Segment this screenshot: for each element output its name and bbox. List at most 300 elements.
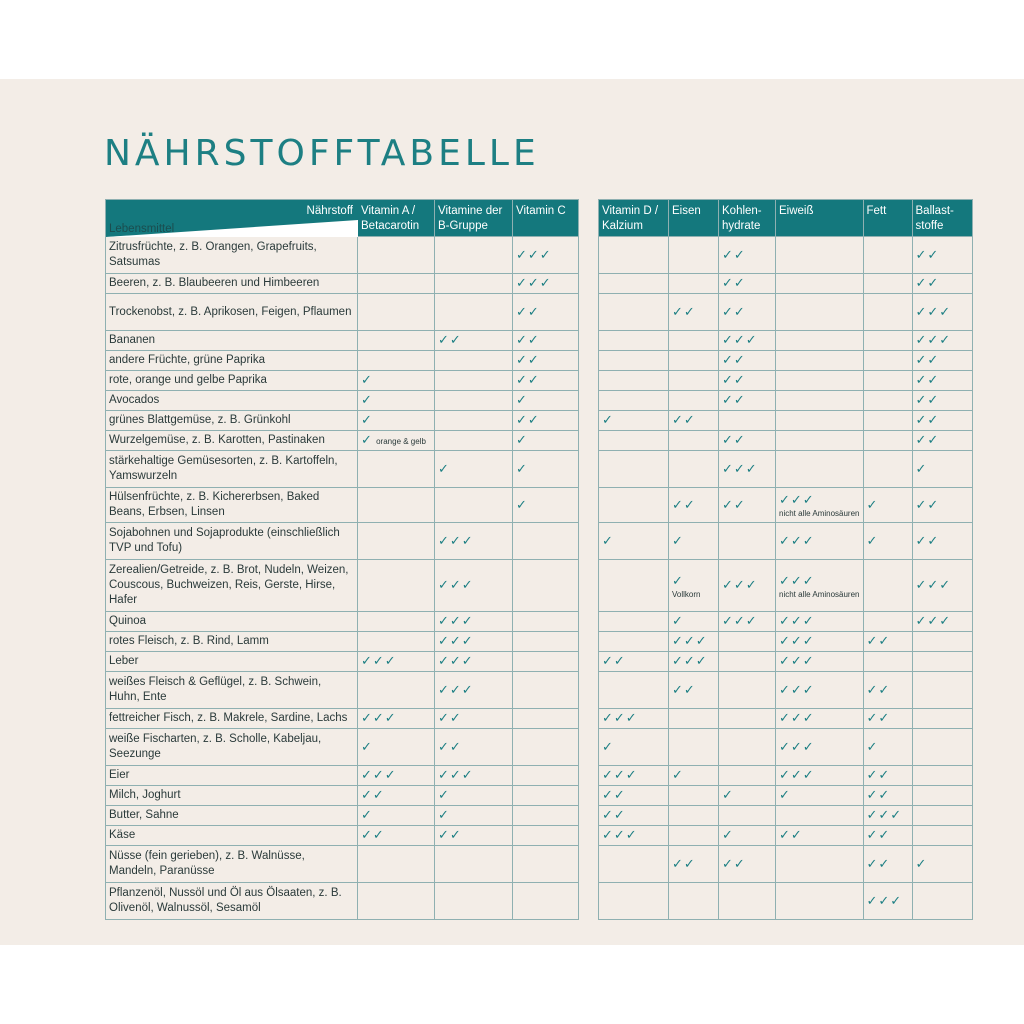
- eiweiss-cell: [776, 431, 864, 451]
- table-row: [106, 766, 579, 786]
- ballaststoffe-cell: [912, 612, 972, 632]
- header-eiweiss: Eiweiß: [776, 200, 864, 237]
- fett-cell: [863, 391, 912, 411]
- table-row: [106, 331, 579, 351]
- check-marks: ✓: [779, 787, 791, 802]
- fett-cell: [863, 652, 912, 672]
- food-name-cell: andere Früchte, grüne Paprika: [106, 351, 358, 371]
- vitamin-a-cell: [358, 331, 435, 351]
- check-marks: ✓: [672, 572, 684, 588]
- vitamin-b-cell: [435, 411, 513, 431]
- check-marks: ✓: [361, 432, 373, 447]
- table-row: [599, 766, 973, 786]
- kohlenhydrate-cell: [719, 729, 776, 766]
- check-marks: ✓: [516, 392, 528, 407]
- header-row: [106, 200, 579, 237]
- table-row: [599, 351, 973, 371]
- vitamin-d-cell: [599, 274, 669, 294]
- check-marks: ✓: [866, 496, 879, 512]
- check-marks: ✓✓: [438, 827, 462, 842]
- kohlenhydrate-cell: [719, 351, 776, 371]
- eisen-cell: [669, 351, 719, 371]
- eiweiss-cell: [776, 411, 864, 431]
- ballaststoffe-cell: [912, 351, 972, 371]
- vitamin-c-cell: [513, 411, 579, 431]
- table-row: [599, 883, 973, 920]
- check-marks: ✓✓: [602, 653, 626, 668]
- check-marks: ✓✓: [915, 532, 940, 548]
- vitamin-d-cell: [599, 632, 669, 652]
- fett-cell: [863, 612, 912, 632]
- eisen-cell: [669, 612, 719, 632]
- food-name-cell: Quinoa: [106, 612, 358, 632]
- vitamin-d-cell: [599, 237, 669, 274]
- eisen-cell: [669, 431, 719, 451]
- ballaststoffe-cell: [912, 274, 972, 294]
- check-marks: ✓✓✓: [602, 827, 638, 842]
- food-name-cell: stärkehaltige Gemüsesorten, z. B. Kartoffeln, Yamswurzeln: [106, 451, 358, 488]
- kohlenhydrate-cell: [719, 766, 776, 786]
- header-kohlenhydrate: Kohlen-hydrate: [719, 200, 776, 237]
- table-row: [599, 786, 973, 806]
- table-row: [106, 431, 579, 451]
- kohlenhydrate-cell: [719, 632, 776, 652]
- table-row: [106, 371, 579, 391]
- table-row: [106, 391, 579, 411]
- vitamin-c-cell: [513, 652, 579, 672]
- check-marks: ✓✓✓: [915, 303, 952, 319]
- eiweiss-cell: [776, 612, 864, 632]
- ballaststoffe-cell: [912, 523, 972, 560]
- ballaststoffe-cell: [912, 294, 972, 331]
- check-marks: ✓✓✓: [915, 613, 952, 628]
- check-marks: ✓✓: [602, 787, 626, 802]
- check-marks: ✓✓✓: [438, 577, 474, 592]
- check-marks: ✓✓✓: [779, 613, 815, 628]
- table-row: [599, 451, 973, 488]
- fett-cell: [863, 672, 912, 709]
- eisen-cell: [669, 560, 719, 612]
- eisen-cell: [669, 632, 719, 652]
- eisen-cell: [669, 451, 719, 488]
- table-row: [599, 560, 973, 612]
- table-row: [599, 391, 973, 411]
- food-name-cell: Sojabohnen und Sojaprodukte (einschließlich TVP und Tofu): [106, 523, 358, 560]
- vitamin-a-cell: [358, 709, 435, 729]
- check-marks: ✓✓: [438, 738, 462, 754]
- kohlenhydrate-cell: [719, 331, 776, 351]
- table-row: [599, 826, 973, 846]
- check-marks: ✓✓✓: [779, 492, 815, 507]
- vitamin-a-cell: [358, 806, 435, 826]
- vitamin-b-cell: [435, 560, 513, 612]
- check-marks: ✓✓✓: [438, 767, 474, 782]
- vitamin-b-cell: [435, 786, 513, 806]
- vitamin-a-cell: [358, 652, 435, 672]
- check-marks: ✓✓: [361, 787, 385, 802]
- vitamin-b-cell: [435, 237, 513, 274]
- vitamin-c-cell: [513, 826, 579, 846]
- vitamin-b-cell: [435, 371, 513, 391]
- check-marks: ✓✓✓: [602, 710, 638, 725]
- vitamin-d-cell: [599, 826, 669, 846]
- check-marks: ✓✓: [516, 332, 540, 347]
- fett-cell: [863, 826, 912, 846]
- vitamin-c-cell: [513, 709, 579, 729]
- kohlenhydrate-cell: [719, 411, 776, 431]
- table-row: [106, 826, 579, 846]
- ballaststoffe-cell: [912, 331, 972, 351]
- vitamin-d-cell: [599, 806, 669, 826]
- check-marks: ✓✓: [866, 767, 891, 782]
- eiweiss-cell: [776, 672, 864, 709]
- check-marks: ✓✓: [915, 496, 940, 512]
- vitamin-c-cell: [513, 729, 579, 766]
- check-marks: ✓✓✓: [866, 892, 903, 908]
- table-row: [106, 237, 579, 274]
- check-marks: ✓✓✓: [602, 767, 638, 782]
- food-name-cell: weißes Fleisch & Geflügel, z. B. Schwein, Huhn, Ente: [106, 672, 358, 709]
- vitamin-d-cell: [599, 846, 669, 883]
- vitamin-a-cell: [358, 883, 435, 920]
- food-name-cell: Eier: [106, 766, 358, 786]
- food-name-cell: Avocados: [106, 391, 358, 411]
- check-marks: ✓✓✓: [722, 577, 758, 592]
- food-name-cell: Trockenobst, z. B. Aprikosen, Feigen, Pflaumen: [106, 294, 358, 331]
- check-marks: ✓✓✓: [779, 532, 815, 548]
- check-marks: ✓: [722, 827, 734, 842]
- check-marks: ✓✓: [672, 412, 696, 427]
- check-marks: ✓✓: [722, 275, 746, 290]
- vitamin-a-cell: [358, 411, 435, 431]
- table-row: [599, 652, 973, 672]
- kohlenhydrate-cell: [719, 826, 776, 846]
- table-row: [599, 331, 973, 351]
- check-marks: ✓✓✓: [361, 653, 397, 668]
- check-marks: ✓: [722, 787, 734, 802]
- fett-cell: [863, 806, 912, 826]
- table-row: [599, 237, 973, 274]
- vitamin-d-cell: [599, 560, 669, 612]
- eisen-cell: [669, 331, 719, 351]
- fett-cell: [863, 766, 912, 786]
- kohlenhydrate-cell: [719, 612, 776, 632]
- vitamin-d-cell: [599, 786, 669, 806]
- vitamin-d-cell: [599, 451, 669, 488]
- fett-cell: [863, 451, 912, 488]
- check-marks: ✓✓: [722, 392, 746, 407]
- eiweiss-cell: [776, 294, 864, 331]
- food-name-cell: fettreicher Fisch, z. B. Makrele, Sardine, Lachs: [106, 709, 358, 729]
- eisen-cell: [669, 883, 719, 920]
- page-title: NÄHRSTOFFTABELLE: [104, 133, 540, 174]
- check-marks: ✓: [438, 787, 450, 802]
- check-marks: ✓✓: [672, 855, 696, 871]
- check-marks: ✓: [866, 738, 879, 754]
- table-row: [599, 431, 973, 451]
- check-marks: ✓: [602, 412, 614, 427]
- vitamin-b-cell: [435, 523, 513, 560]
- food-name-cell: Zerealien/Getreide, z. B. Brot, Nudeln, Weizen, Couscous, Buchweizen, Reis, Gerste, Hirse, Hafer: [106, 560, 358, 612]
- vitamin-a-cell: [358, 523, 435, 560]
- eisen-cell: [669, 846, 719, 883]
- check-marks: ✓✓: [438, 710, 462, 725]
- table-row: [599, 729, 973, 766]
- eisen-cell: [669, 786, 719, 806]
- cell-note: Vollkorn: [672, 589, 701, 599]
- vitamin-b-cell: [435, 391, 513, 411]
- check-marks: ✓✓✓: [516, 246, 552, 262]
- check-marks: ✓✓: [866, 787, 891, 802]
- check-marks: ✓✓✓: [915, 332, 952, 347]
- kohlenhydrate-cell: [719, 709, 776, 729]
- vitamin-b-cell: [435, 488, 513, 523]
- table-row: [106, 274, 579, 294]
- header-eisen: Eisen: [669, 200, 719, 237]
- fett-cell: [863, 237, 912, 274]
- eisen-cell: [669, 709, 719, 729]
- ballaststoffe-cell: [912, 709, 972, 729]
- table-row: [599, 672, 973, 709]
- check-marks: ✓✓: [915, 352, 940, 367]
- check-marks: ✓✓: [672, 496, 696, 512]
- vitamin-c-cell: [513, 846, 579, 883]
- check-marks: ✓✓: [915, 392, 940, 407]
- vitamin-d-cell: [599, 371, 669, 391]
- cell-note: orange & gelb: [376, 437, 426, 446]
- vitamin-b-cell: [435, 274, 513, 294]
- eisen-cell: [669, 729, 719, 766]
- header-lebensmittel: Lebensmittel: [109, 223, 175, 235]
- check-marks: ✓: [361, 412, 373, 427]
- vitamin-d-cell: [599, 431, 669, 451]
- kohlenhydrate-cell: [719, 560, 776, 612]
- vitamin-d-cell: [599, 411, 669, 431]
- ballaststoffe-cell: [912, 560, 972, 612]
- check-marks: ✓✓✓: [438, 613, 474, 628]
- vitamin-c-cell: [513, 371, 579, 391]
- vitamin-a-cell: [358, 488, 435, 523]
- check-marks: ✓✓: [516, 372, 540, 387]
- eiweiss-cell: [776, 826, 864, 846]
- ballaststoffe-cell: [912, 632, 972, 652]
- fett-cell: [863, 786, 912, 806]
- cell-note: nicht alle Aminosäuren: [779, 509, 860, 518]
- check-marks: ✓✓: [779, 827, 803, 842]
- food-name-cell: grünes Blattgemüse, z. B. Grünkohl: [106, 411, 358, 431]
- check-marks: ✓✓✓: [438, 681, 474, 697]
- eiweiss-cell: [776, 709, 864, 729]
- vitamin-b-cell: [435, 826, 513, 846]
- vitamin-d-cell: [599, 883, 669, 920]
- check-marks: ✓: [672, 532, 684, 548]
- food-name-cell: Nüsse (fein gerieben), z. B. Walnüsse, Mandeln, Paranüsse: [106, 846, 358, 883]
- vitamin-b-cell: [435, 729, 513, 766]
- ballaststoffe-cell: [912, 371, 972, 391]
- vitamin-d-cell: [599, 391, 669, 411]
- table-row: [106, 846, 579, 883]
- check-marks: ✓✓: [866, 681, 891, 697]
- ballaststoffe-cell: [912, 237, 972, 274]
- vitamin-d-cell: [599, 612, 669, 632]
- table-row: [599, 709, 973, 729]
- check-marks: ✓: [915, 460, 928, 476]
- check-marks: ✓✓: [722, 432, 746, 447]
- fett-cell: [863, 331, 912, 351]
- food-name-cell: Wurzelgemüse, z. B. Karotten, Pastinaken: [106, 431, 358, 451]
- check-marks: ✓: [516, 460, 528, 476]
- kohlenhydrate-cell: [719, 294, 776, 331]
- food-name-cell: Käse: [106, 826, 358, 846]
- header-fett: Fett: [863, 200, 912, 237]
- table-row: [599, 411, 973, 431]
- table-row: [106, 294, 579, 331]
- table-row: [106, 786, 579, 806]
- table-row: [599, 274, 973, 294]
- ballaststoffe-cell: [912, 786, 972, 806]
- vitamin-b-cell: [435, 331, 513, 351]
- vitamin-c-cell: [513, 488, 579, 523]
- check-marks: ✓✓: [722, 855, 746, 871]
- table-row: [106, 411, 579, 431]
- table-row: [106, 560, 579, 612]
- header-vitamin-c: Vitamin C: [513, 200, 579, 237]
- nutrient-table-right: [598, 199, 973, 920]
- eisen-cell: [669, 391, 719, 411]
- check-marks: ✓✓: [866, 710, 891, 725]
- eisen-cell: [669, 806, 719, 826]
- eiweiss-cell: [776, 274, 864, 294]
- check-marks: ✓✓: [516, 352, 540, 367]
- kohlenhydrate-cell: [719, 391, 776, 411]
- table-row: [106, 883, 579, 920]
- check-marks: ✓✓✓: [361, 767, 397, 782]
- ballaststoffe-cell: [912, 766, 972, 786]
- fett-cell: [863, 351, 912, 371]
- check-marks: ✓✓: [866, 855, 891, 871]
- table-row: [106, 652, 579, 672]
- check-marks: ✓: [915, 855, 928, 871]
- vitamin-c-cell: [513, 331, 579, 351]
- food-name-cell: weiße Fischarten, z. B. Scholle, Kabeljau, Seezunge: [106, 729, 358, 766]
- food-name-cell: Hülsenfrüchte, z. B. Kichererbsen, Baked Beans, Erbsen, Linsen: [106, 488, 358, 523]
- vitamin-a-cell: [358, 294, 435, 331]
- check-marks: ✓: [602, 532, 614, 548]
- ballaststoffe-cell: [912, 411, 972, 431]
- check-marks: ✓✓✓: [672, 633, 708, 648]
- vitamin-d-cell: [599, 672, 669, 709]
- vitamin-a-cell: [358, 431, 435, 451]
- check-marks: ✓: [516, 432, 528, 447]
- food-name-cell: Leber: [106, 652, 358, 672]
- check-marks: ✓✓✓: [779, 633, 815, 648]
- vitamin-b-cell: [435, 672, 513, 709]
- vitamin-d-cell: [599, 488, 669, 523]
- table-row: [599, 806, 973, 826]
- food-name-cell: rote, orange und gelbe Paprika: [106, 371, 358, 391]
- check-marks: ✓✓: [602, 807, 626, 822]
- vitamin-a-cell: [358, 826, 435, 846]
- kohlenhydrate-cell: [719, 274, 776, 294]
- vitamin-d-cell: [599, 652, 669, 672]
- check-marks: ✓✓✓: [779, 653, 815, 668]
- table-row: [106, 351, 579, 371]
- vitamin-a-cell: [358, 351, 435, 371]
- table-row: [599, 632, 973, 652]
- eiweiss-cell: [776, 786, 864, 806]
- check-marks: ✓✓: [438, 332, 462, 347]
- ballaststoffe-cell: [912, 846, 972, 883]
- check-marks: ✓✓: [722, 246, 746, 262]
- table-row: [106, 451, 579, 488]
- check-marks: ✓✓✓: [779, 767, 815, 782]
- check-marks: ✓: [672, 613, 684, 628]
- eiweiss-cell: [776, 451, 864, 488]
- fett-cell: [863, 560, 912, 612]
- vitamin-c-cell: [513, 431, 579, 451]
- fett-cell: [863, 632, 912, 652]
- check-marks: ✓✓✓: [672, 653, 708, 668]
- check-marks: ✓✓: [915, 412, 940, 427]
- vitamin-a-cell: [358, 729, 435, 766]
- fett-cell: [863, 883, 912, 920]
- ballaststoffe-cell: [912, 391, 972, 411]
- check-marks: ✓✓✓: [866, 807, 903, 822]
- vitamin-d-cell: [599, 709, 669, 729]
- eisen-cell: [669, 274, 719, 294]
- fett-cell: [863, 371, 912, 391]
- check-marks: ✓✓: [915, 372, 940, 387]
- kohlenhydrate-cell: [719, 523, 776, 560]
- vitamin-c-cell: [513, 523, 579, 560]
- vitamin-c-cell: [513, 391, 579, 411]
- eiweiss-cell: [776, 391, 864, 411]
- vitamin-a-cell: [358, 672, 435, 709]
- vitamin-c-cell: [513, 274, 579, 294]
- eiweiss-cell: [776, 371, 864, 391]
- vitamin-c-cell: [513, 451, 579, 488]
- eiweiss-cell: [776, 766, 864, 786]
- fett-cell: [863, 274, 912, 294]
- food-name-cell: rotes Fleisch, z. B. Rind, Lamm: [106, 632, 358, 652]
- check-marks: ✓✓✓: [779, 710, 815, 725]
- eiweiss-cell: [776, 523, 864, 560]
- check-marks: ✓: [361, 738, 373, 754]
- vitamin-a-cell: [358, 560, 435, 612]
- ballaststoffe-cell: [912, 729, 972, 766]
- kohlenhydrate-cell: [719, 371, 776, 391]
- check-marks: ✓✓✓: [722, 332, 758, 347]
- table-row: [599, 846, 973, 883]
- fett-cell: [863, 488, 912, 523]
- kohlenhydrate-cell: [719, 431, 776, 451]
- table-row: [106, 632, 579, 652]
- vitamin-c-cell: [513, 632, 579, 652]
- kohlenhydrate-cell: [719, 488, 776, 523]
- check-marks: ✓✓✓: [361, 710, 397, 725]
- fett-cell: [863, 709, 912, 729]
- vitamin-d-cell: [599, 294, 669, 331]
- vitamin-a-cell: [358, 451, 435, 488]
- table-row: [599, 488, 973, 523]
- vitamin-a-cell: [358, 766, 435, 786]
- eisen-cell: [669, 294, 719, 331]
- eiweiss-cell: [776, 846, 864, 883]
- check-marks: ✓✓✓: [516, 275, 552, 290]
- vitamin-b-cell: [435, 632, 513, 652]
- vitamin-b-cell: [435, 612, 513, 632]
- vitamin-d-cell: [599, 766, 669, 786]
